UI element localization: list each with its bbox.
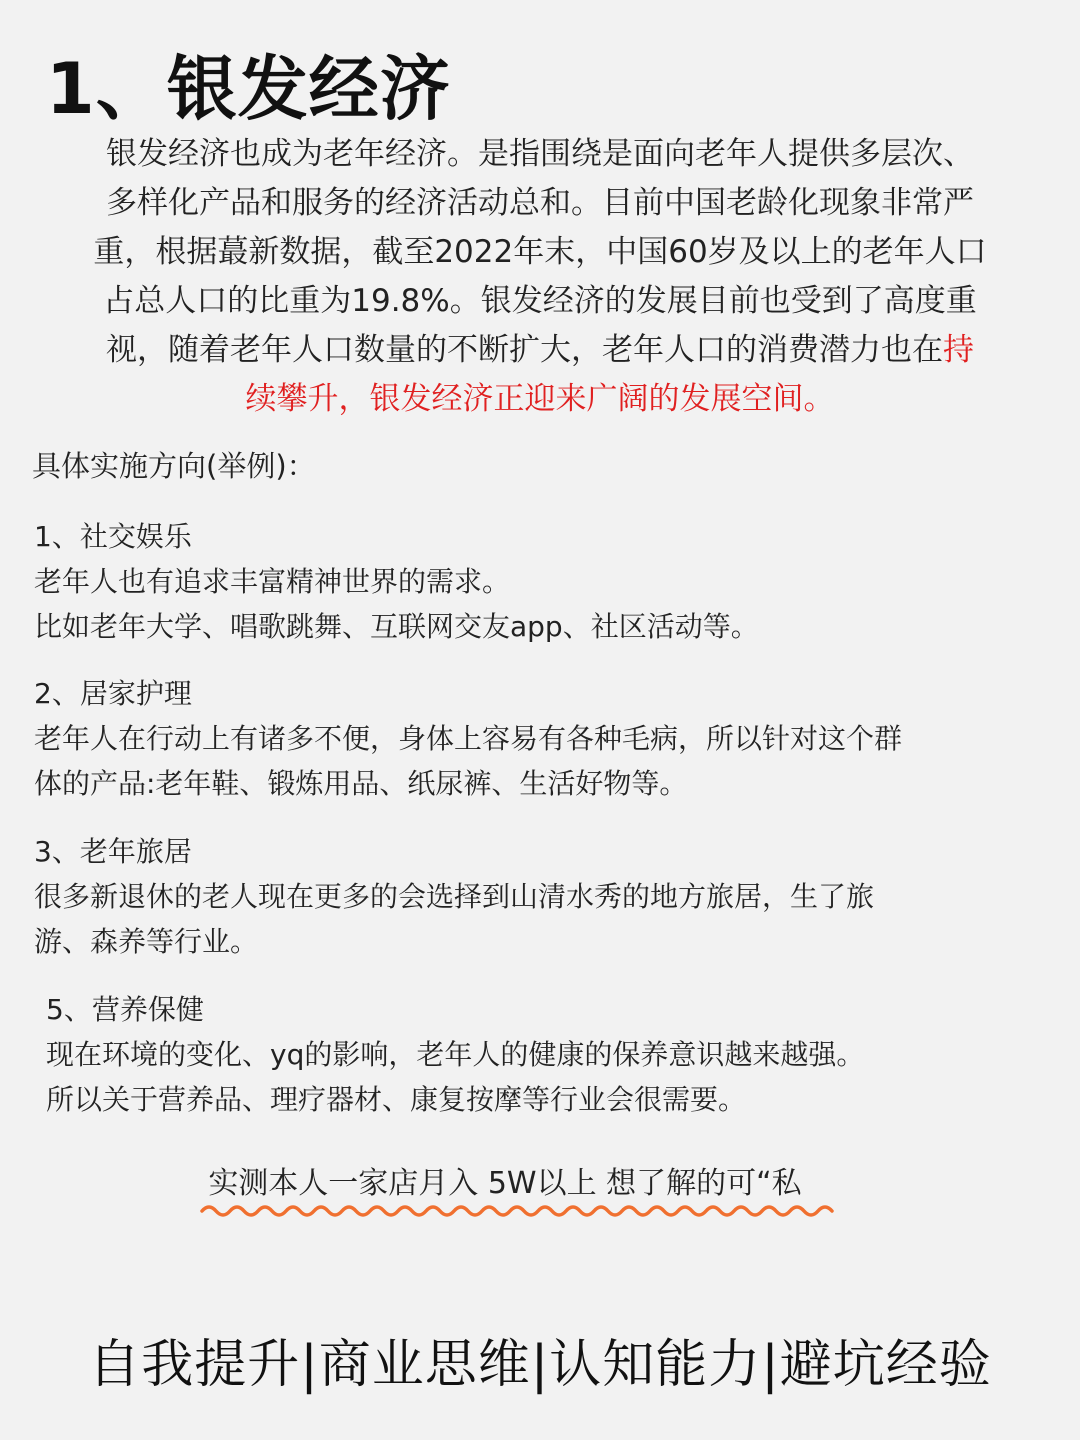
section-heading: 3、老年旅居: [34, 835, 192, 868]
promo-line: [0, 1162, 1010, 1206]
section-line: 体的产品:老年鞋、锻炼用品、纸尿裤、生活好物等。: [34, 767, 688, 800]
section-line: 现在环境的变化、yq的影响，老年人的健康的保养意识越来越强。: [46, 1038, 865, 1071]
direction-social-entertainment: [34, 514, 1034, 649]
section-heading: 2、居家护理: [34, 677, 192, 710]
promo-text: 实测本人一家店月入 5W以上 想了解的可“私: [208, 1166, 802, 1201]
intro-line: [38, 375, 1042, 424]
direction-nutrition-health: [46, 987, 1046, 1122]
section-line: 比如老年大学、唱歌跳舞、互联网交友app、社区活动等。: [34, 610, 759, 643]
intro-paragraph: [38, 130, 1042, 424]
page-title: 1、银发经济: [46, 48, 451, 130]
section-subheading: 具体实施方向(举例)：: [32, 449, 316, 483]
direction-home-care: [34, 671, 1034, 806]
intro-line: 银发经济也成为老年经济。是指围绕是面向老年人提供多层次、: [106, 136, 974, 172]
intro-line: [38, 326, 1042, 375]
section-heading: 5、营养保健: [46, 993, 204, 1026]
section-line: 游、森养等行业。: [34, 925, 259, 958]
section-line: 所以关于营养品、理疗器材、康复按摩等行业会很需要。: [46, 1083, 747, 1116]
intro-line: 占总人口的比重为19.8%。银发经济的发展目前也受到了高度重: [103, 283, 977, 319]
section-line: 老年人在行动上有诸多不便，身体上容易有各种毛病，所以针对这个群: [34, 722, 903, 755]
section-line: 很多新退休的老人现在更多的会选择到山清水秀的地方旅居，生了旅: [34, 880, 875, 913]
direction-senior-travel-living: [34, 829, 1034, 964]
promo-wrap: [208, 1162, 801, 1206]
footer-tagline: 自我提升|商业思维|认知能力|避坑经验: [88, 1335, 992, 1395]
highlight-text: 持: [943, 332, 974, 368]
highlight-text: 续攀升，银发经济正迎来广阔的发展空间。: [245, 381, 835, 417]
intro-line: 多样化产品和服务的经济活动总和。目前中国老龄化现象非常严: [106, 185, 974, 221]
wavy-underline-icon: [200, 1202, 840, 1220]
section-heading: 1、社交娱乐: [34, 520, 192, 553]
section-line: 老年人也有追求丰富精神世界的需求。: [34, 565, 511, 598]
intro-text: 视，随着老年人口数量的不断扩大，老年人口的消费潜力也在: [106, 332, 943, 368]
intro-line: 重，根据蕞新数据，截至2022年末，中国60岁及以上的老年人口: [93, 234, 987, 270]
